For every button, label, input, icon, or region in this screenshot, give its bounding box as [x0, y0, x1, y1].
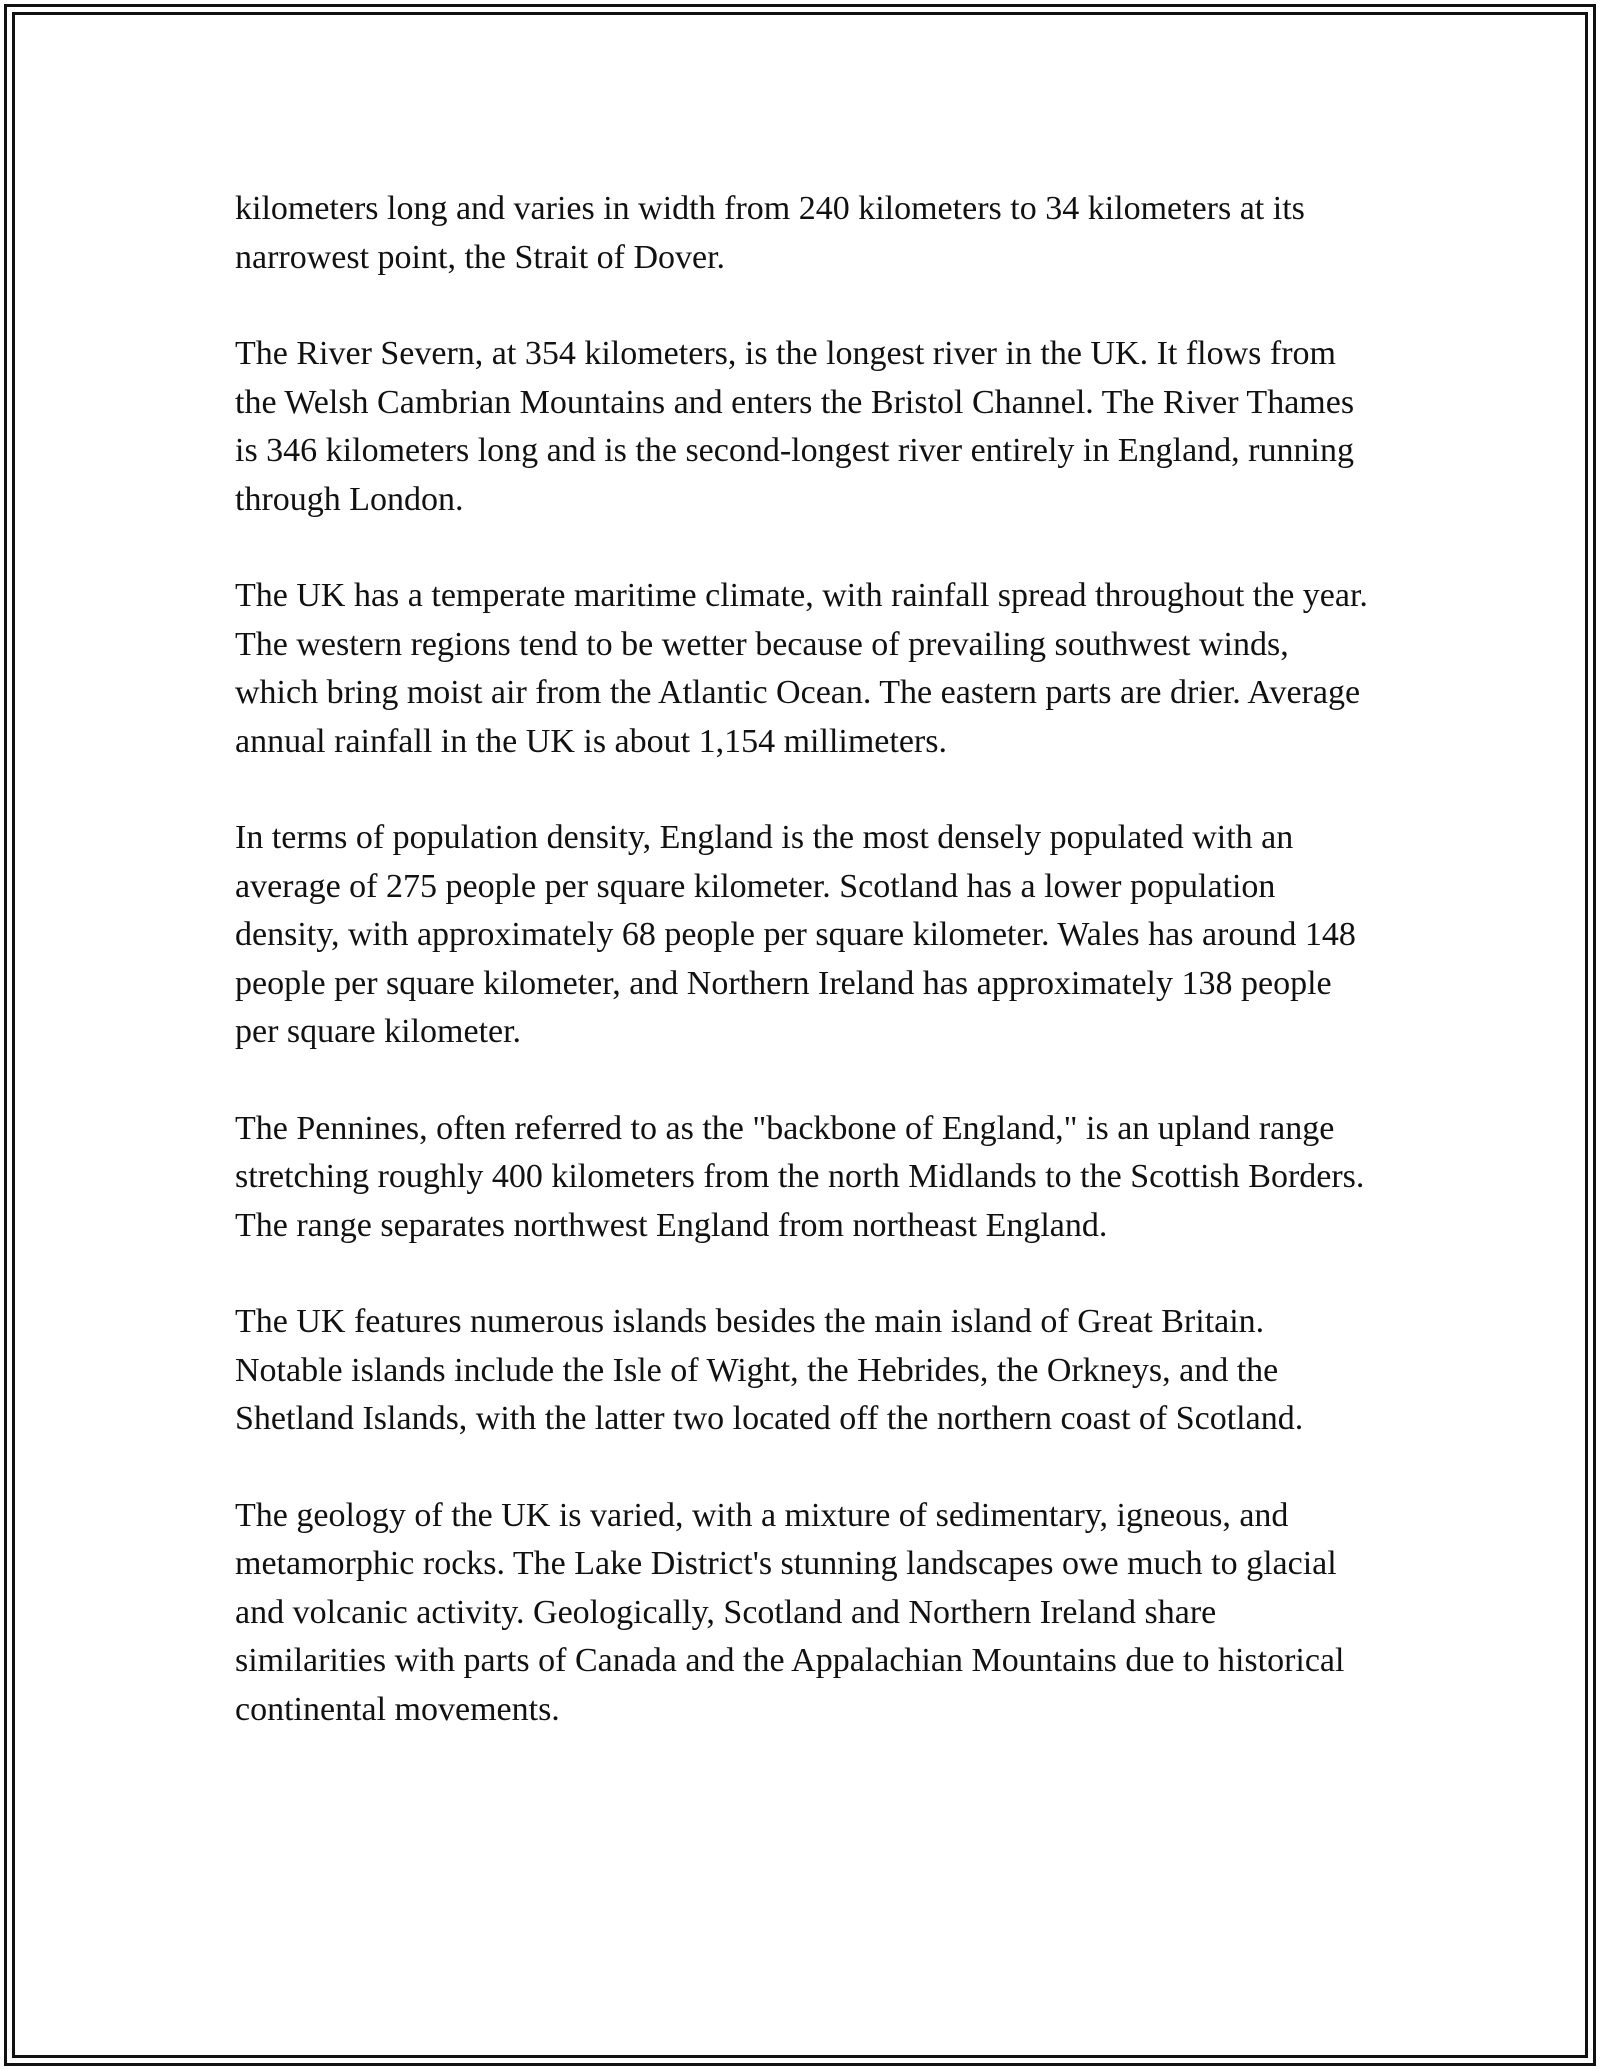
paragraph-climate: The UK has a temperate maritime climate, with rainfall spread throughout the year. The western regions tend to be wetter because of prevailing southwest winds, which bring moist air from the Atlantic Ocean. The eastern parts are drier. Average annual rainfall in the UK is about 1,154 millimeters. — [235, 577, 1368, 760]
paragraph-population-density: In terms of population density, England is the most densely populated with an average of 275 people per square kilometer. Scotland has a lower population density, with approximately 68 people per square kilometer. Wales has around 148 people per square kilometer, and Northern Ireland has approximately 138 people per square kilometer. — [235, 819, 1356, 1050]
paragraph-strait-of-dover: kilometers long and varies in width from 240 kilometers to 34 kilometers at its narrowest point, the Strait of Dover. — [235, 190, 1305, 276]
paragraph-rivers: The River Severn, at 354 kilometers, is the longest river in the UK. It flows from the Welsh Cambrian Mountains and enters the Bristol Channel. The River Thames is 346 kilometers long and is the second-longest river entirely in England, running through London. — [235, 335, 1355, 518]
paragraph-pennines: The Pennines, often referred to as the "backbone of England," is an upland range stretching roughly 400 kilometers from the north Midlands to the Scottish Borders. The range separates northwest England from northeast England. — [235, 1109, 1365, 1244]
document-body — [235, 185, 1375, 1782]
paragraph-geology: The geology of the UK is varied, with a mixture of sedimentary, igneous, and metamorphic rocks. The Lake District's stunning landscapes owe much to glacial and volcanic activity. Geologically, Scotland and Northern Ireland share similarities with parts of Canada and the Appalachian Mountains due to historical continental movements. — [235, 1496, 1345, 1728]
paragraph-islands: The UK features numerous islands besides the main island of Great Britain. Notable islands include the Isle of Wight, the Hebrides, the Orkneys, and the Shetland Islands, with the latter two located off the northern coast of Scotland. — [235, 1303, 1304, 1437]
